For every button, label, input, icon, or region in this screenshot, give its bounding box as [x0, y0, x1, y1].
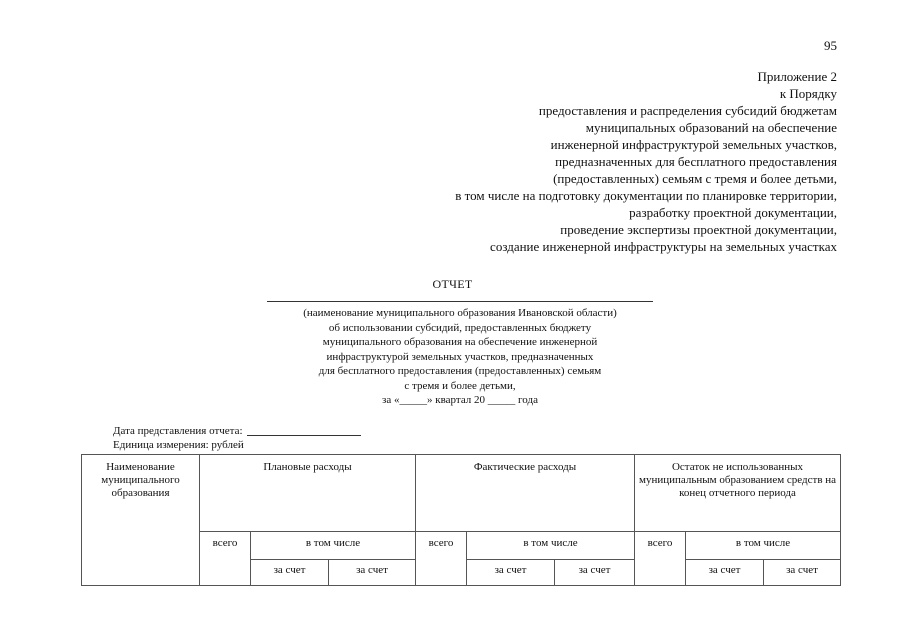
unit-of-measure: Единица измерения: рублей — [113, 439, 244, 451]
header-total: всего — [416, 532, 467, 586]
submission-date — [113, 425, 361, 438]
header-at-expense: за счет — [467, 560, 555, 586]
appendix-line: муниципальных образований на обеспечение — [585, 120, 837, 135]
subtitle-line: за «_____» квартал 20 _____ года — [382, 394, 538, 406]
date-fill-line — [247, 425, 361, 436]
appendix-line: предназначенных для бесплатного предоставления — [555, 154, 837, 169]
appendix-line: предоставления и распределения субсидий бюджетам — [538, 103, 837, 118]
header-at-expense: за счет — [686, 560, 764, 586]
header-at-expense: за счет — [555, 560, 635, 586]
header-at-expense: за счет — [329, 560, 416, 586]
header-planned-expenses: Плановые расходы — [200, 455, 416, 532]
appendix-line: разработку проектной документации, — [629, 205, 837, 220]
header-total: всего — [635, 532, 686, 586]
appendix-line: (предоставленных) семьям с тремя и более детьми, — [553, 171, 837, 186]
page-number: 95 — [824, 38, 837, 53]
header-actual-expenses: Фактические расходы — [416, 455, 635, 532]
subtitle-line: муниципального образования на обеспечение инженерной — [322, 336, 598, 348]
header-unused-balance: Остаток не использованных муниципальным образованием средств на конец отчетного периода — [635, 455, 841, 532]
header-including: в том числе — [467, 532, 635, 560]
fill-in-line — [267, 301, 653, 302]
subtitle-line: для бесплатного предоставления (предоставленных) семьям — [318, 365, 602, 377]
appendix-line: в том числе на подготовку документации по планировке территории, — [455, 188, 837, 203]
header-including: в том числе — [686, 532, 841, 560]
appendix-header — [317, 68, 837, 255]
header-including: в том числе — [251, 532, 416, 560]
subtitle-line: об использовании субсидий, предоставленных бюджету — [328, 321, 592, 334]
appendix-line: проведение экспертизы проектной документации, — [560, 222, 837, 237]
report-table — [81, 454, 841, 586]
header-total: всего — [200, 532, 251, 586]
appendix-line: инженерной инфраструктурой земельных участков, — [550, 137, 837, 152]
header-at-expense: за счет — [251, 560, 329, 586]
submission-date-label: Дата представления отчета: — [113, 425, 243, 437]
appendix-line: к Порядку — [779, 86, 837, 101]
subtitle-line: инфраструктурой земельных участков, предназначенных — [326, 350, 594, 363]
subtitle-line: с тремя и более детьми, — [404, 379, 516, 392]
appendix-line: создание инженерной инфраструктуры на земельных участках — [490, 239, 837, 254]
report-title: ОТЧЕТ — [432, 277, 473, 291]
report-subtitle — [230, 306, 690, 408]
appendix-line: Приложение 2 — [757, 69, 837, 84]
subtitle-line: (наименование муниципального образования Ивановской области) — [303, 307, 617, 319]
header-municipality: Наименование муниципального образования — [82, 455, 200, 586]
header-at-expense: за счет — [764, 560, 841, 586]
